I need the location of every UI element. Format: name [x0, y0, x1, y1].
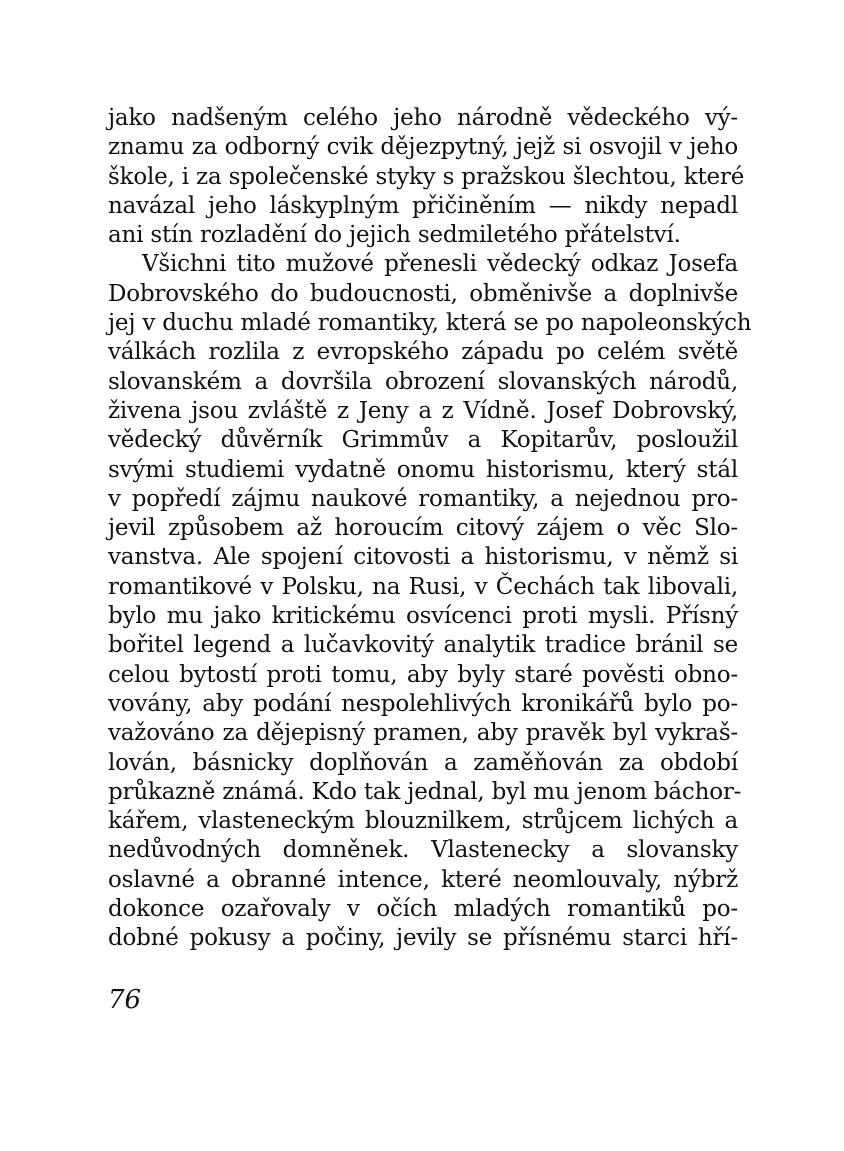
- text-line: lován, básnicky doplňován a zaměňován za období: [108, 749, 738, 776]
- text-line: vanstva. Ale spojení citovosti a historismu, v němž si: [108, 544, 738, 571]
- text-line: jevil způsobem až horoucím citový zájem o věc Slo-: [108, 515, 738, 542]
- paragraph-start-line: Všichni tito mužové přenesli vědecký odkaz Josefa: [142, 251, 738, 278]
- text-line: romantikové v Polsku, na Rusi, v Čechách tak libovali,: [108, 573, 738, 600]
- text-line: navázal jeho láskyplným přičiněním — nikdy nepadl: [108, 192, 738, 219]
- text-line: dobné pokusy a počiny, jevily se přísnému starci hří-: [108, 925, 738, 952]
- text-line: bořitel legend a lučavkovitý analytik tradice bránil se: [108, 632, 738, 659]
- text-line: celou bytostí proti tomu, aby byly staré pověsti obno-: [108, 661, 738, 688]
- text-line: škole, i za společenské styky s pražskou šlechtou, které: [108, 163, 745, 190]
- text-line: jej v duchu mladé romantiky, která se po napoleonských: [108, 310, 752, 337]
- text-line: vovány, aby podání nespolehlivých kronikářů bylo po-: [108, 690, 738, 717]
- body-text: [108, 104, 752, 954]
- text-line: ani stín rozladění do jejich sedmiletého přátelství.: [108, 222, 681, 249]
- text-line: válkách rozlila z evropského západu po celém světě: [108, 339, 738, 366]
- text-line: dokonce ozařovaly v očích mladých romantiků po-: [108, 896, 738, 923]
- text-line: jako nadšeným celého jeho národně vědeckého vý-: [108, 105, 738, 131]
- text-line: Dobrovského do budoucnosti, obměnivše a doplnivše: [108, 280, 738, 307]
- text-line: svými studiemi vydatně onomu historismu, který stál: [108, 456, 738, 483]
- text-line: živena jsou zvláště z Jeny a z Vídně. Josef Dobrovský,: [108, 397, 738, 424]
- text-line: znamu za odborný cvik dějezpytný, jejž si osvojil v jeho: [108, 134, 738, 161]
- text-line: nedůvodných domněnek. Vlastenecky a slovansky: [108, 837, 738, 864]
- text-line: v popředí zájmu naukové romantiky, a nejednou pro-: [108, 485, 738, 512]
- text-line: slovanském a dovršila obrození slovanských národů,: [108, 368, 738, 395]
- text-line: vědecký důvěrník Grimmův a Kopitarův, posloužil: [108, 427, 738, 454]
- text-line: kářem, vlasteneckým blouznilkem, strůjcem lichých a: [108, 808, 738, 835]
- text-line: oslavné a obranné intence, které neomlouvaly, nýbrž: [108, 866, 738, 893]
- text-line: průkazně známá. Kdo tak jednal, byl mu jenom báchor-: [108, 778, 742, 805]
- text-line: bylo mu jako kritickému osvícenci proti mysli. Přísný: [108, 603, 738, 630]
- text-line: važováno za dějepisný pramen, aby pravěk byl vykraš-: [108, 720, 738, 747]
- page-number: 76: [108, 985, 142, 1015]
